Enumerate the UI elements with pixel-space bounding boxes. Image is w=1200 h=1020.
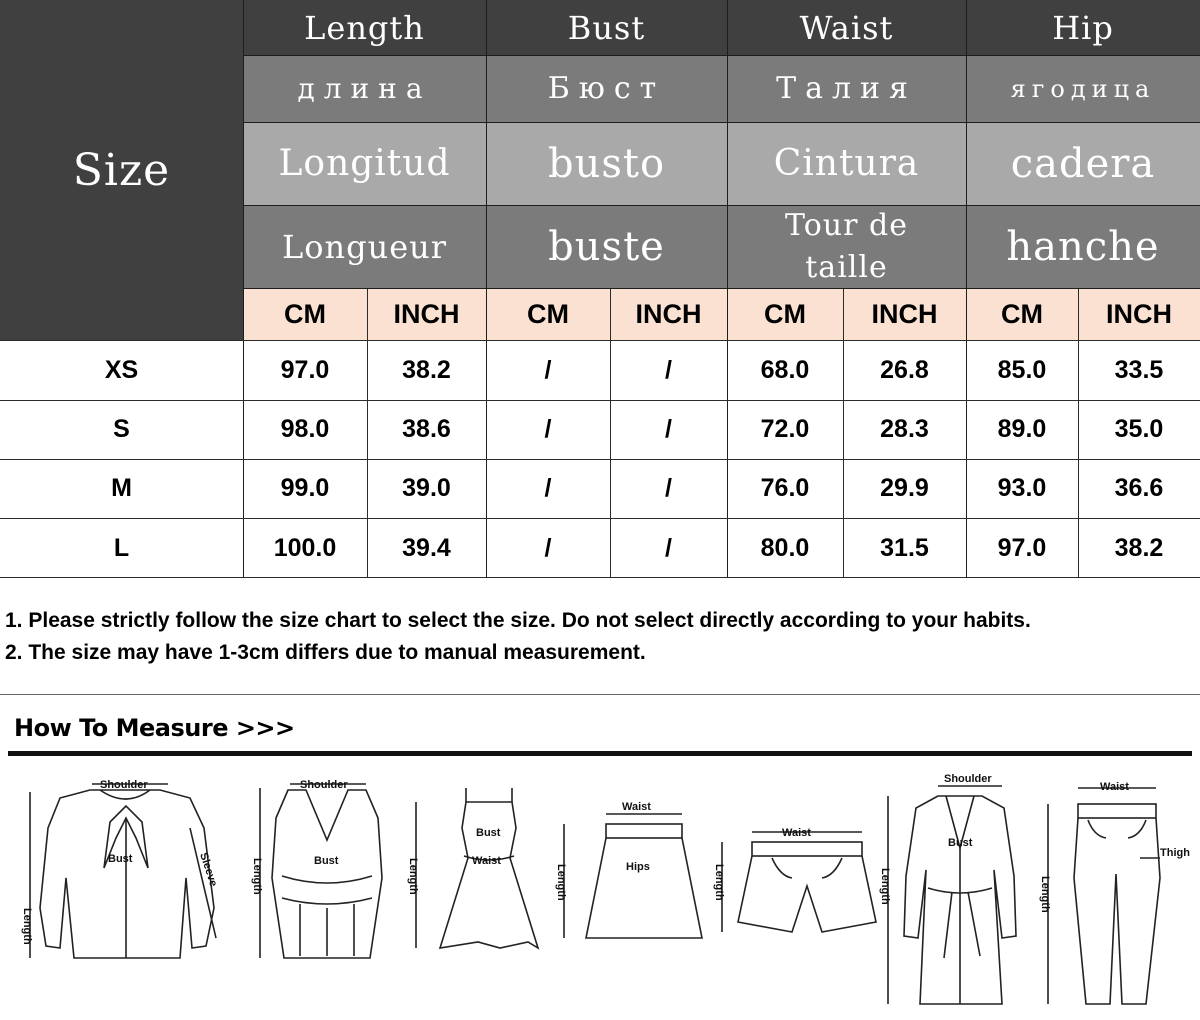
unit-length-cm: CM: [243, 288, 367, 340]
label-length: Length: [21, 908, 33, 945]
table-cell: 76.0: [760, 474, 810, 502]
label-length: Length: [251, 858, 263, 895]
table-cell: 99.0: [280, 474, 330, 502]
col-bust-fr: buste: [548, 223, 665, 270]
table-cell: 39.0: [402, 474, 451, 502]
label-waist: Waist: [472, 855, 501, 867]
how-to-measure-title: How To Measure >>>: [14, 714, 295, 742]
col-hip-en: Hip: [1052, 8, 1114, 47]
label-waist: Waist: [622, 801, 651, 813]
col-hip-es: cadera: [1010, 140, 1156, 187]
col-hip-ru: ягодица: [1010, 74, 1156, 103]
table-cell: /: [544, 356, 552, 384]
shorts-icon: [722, 832, 876, 932]
col-waist-ru: Талия: [776, 71, 917, 106]
label-length: Length: [879, 868, 891, 905]
label-bust: Bust: [476, 827, 501, 839]
table-cell: 93.0: [997, 474, 1047, 502]
note-1: 1. Please strictly follow the size chart to select the size. Do not select directly according to your habits.: [5, 609, 1031, 632]
label-waist: Waist: [782, 827, 811, 839]
table-cell: 97.0: [997, 533, 1047, 562]
row-size: XS: [104, 356, 139, 384]
col-waist-fr: Tour de taille: [785, 207, 908, 285]
table-cell: 89.0: [997, 415, 1047, 443]
table-cell: 38.2: [402, 356, 451, 384]
col-length-en: Length: [304, 8, 425, 47]
row-size: S: [113, 415, 130, 443]
table-cell: 36.6: [1114, 474, 1164, 502]
table-cell: 29.9: [880, 474, 929, 502]
table-cell: 38.6: [402, 415, 451, 443]
table-cell: 72.0: [760, 415, 810, 443]
size-header: [0, 0, 243, 340]
col-length-es: Longitud: [278, 143, 451, 184]
table-cell: 100.0: [273, 533, 337, 562]
table-cell: 85.0: [997, 356, 1047, 384]
table-cell: /: [665, 356, 672, 384]
table-cell: 80.0: [760, 533, 810, 562]
unit-waist-cm: CM: [727, 288, 843, 340]
col-waist-es: Cintura: [773, 143, 920, 184]
table-cell: 28.3: [880, 415, 929, 443]
table-cell: 33.5: [1114, 356, 1164, 384]
unit-bust-inch: INCH: [610, 288, 727, 340]
dress-icon: [416, 788, 538, 948]
table-cell: /: [544, 533, 552, 562]
coat-icon: [888, 786, 1016, 1004]
unit-bust-cm: CM: [486, 288, 610, 340]
section-divider: [8, 751, 1192, 756]
table-cell: /: [544, 415, 552, 443]
row-size: L: [113, 533, 130, 562]
label-shoulder: Shoulder: [100, 779, 148, 791]
unit-length-inch: INCH: [367, 288, 486, 340]
label-length: Length: [713, 864, 725, 901]
label-length: Length: [555, 864, 567, 901]
label-hips: Hips: [626, 861, 650, 873]
table-cell: /: [544, 474, 552, 502]
table-cell: /: [665, 533, 672, 562]
table-cell: /: [665, 474, 672, 502]
table-cell: 35.0: [1114, 415, 1164, 443]
label-thigh: Thigh: [1160, 847, 1190, 859]
table-cell: 68.0: [760, 356, 810, 384]
label-shoulder: Shoulder: [944, 773, 992, 785]
table-cell: 97.0: [280, 356, 330, 384]
size-header-label: Size: [72, 144, 171, 196]
table-cell: 98.0: [280, 415, 330, 443]
table-cell: 38.2: [1114, 533, 1164, 562]
blouse-icon: [30, 784, 216, 958]
label-bust: Bust: [108, 853, 133, 865]
col-hip-fr: hanche: [1006, 223, 1160, 270]
label-waist: Waist: [1100, 781, 1129, 793]
table-cell: 26.8: [880, 356, 929, 384]
label-bust: Bust: [314, 855, 339, 867]
skirt-icon: [564, 814, 702, 938]
col-bust-es: busto: [547, 140, 666, 187]
trousers-icon: [1048, 788, 1160, 1004]
unit-hip-cm: CM: [966, 288, 1078, 340]
unit-hip-inch: INCH: [1078, 288, 1200, 340]
unit-waist-inch: INCH: [843, 288, 966, 340]
label-bust: Bust: [948, 837, 973, 849]
col-waist-en: Waist: [799, 8, 894, 47]
label-length: Length: [407, 858, 419, 895]
label-length: Length: [1039, 876, 1051, 913]
table-cell: 39.4: [402, 533, 451, 562]
col-length-ru: длина: [297, 72, 432, 105]
label-sleeve: Sleeve: [197, 851, 220, 889]
col-bust-ru: Бюст: [547, 71, 666, 106]
table-cell: 31.5: [880, 533, 929, 562]
col-bust-en: Bust: [567, 8, 646, 47]
garment-illustrations: [0, 758, 1200, 1020]
col-length-fr: Longueur: [281, 227, 448, 266]
table-cell: /: [665, 415, 672, 443]
vest-top-icon: [260, 784, 382, 958]
row-size: M: [111, 474, 132, 502]
label-shoulder: Shoulder: [300, 779, 348, 791]
note-2: 2. The size may have 1-3cm differs due to manual measurement.: [5, 641, 646, 664]
